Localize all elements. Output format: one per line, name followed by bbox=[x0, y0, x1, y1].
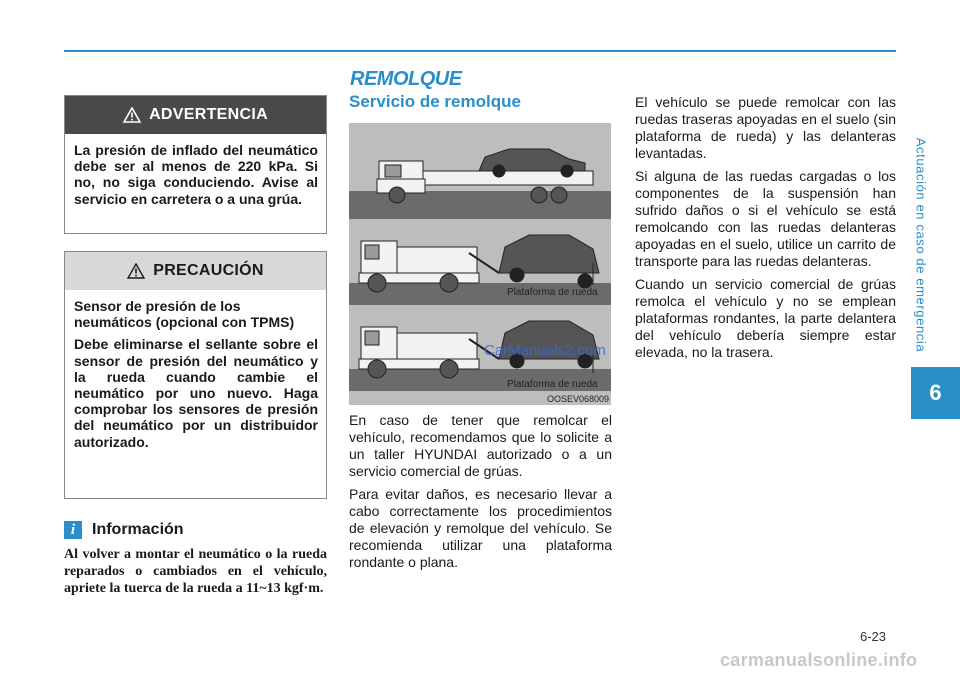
top-rule bbox=[64, 50, 896, 52]
warning-triangle-icon bbox=[123, 107, 141, 123]
footer-watermark: carmanualsonline.info bbox=[720, 650, 918, 670]
warning-text: La presión de inflado del neumático debe ser al menos de 220 kPa. Si no, no siga conduciendo. Avise al servicio en carretera o a una grúa. bbox=[74, 142, 318, 207]
info-title: Información bbox=[92, 521, 184, 538]
chapter-side-title: Actuación en caso de emergencia bbox=[913, 137, 929, 353]
towing-damage-paragraph: Para evitar daños, es necesario llevar a cabo correctamente los procedimientos de elevación y remolque del vehículo. Se recomienda utilizar una plataforma rondante o plana. bbox=[349, 486, 612, 570]
info-icon: i bbox=[64, 521, 82, 539]
subsection-title: Servicio de remolque bbox=[349, 92, 521, 111]
info-text: Al volver a montar el neumático o la rueda reparados o cambiados en el vehículo, apriete la tuerca de la rueda a 11~13 kgf·m. bbox=[64, 547, 327, 596]
wheel-dolly-label-1: Plataforma de rueda bbox=[507, 287, 598, 298]
towing-illustration bbox=[349, 123, 611, 405]
caution-text: Debe eliminarse el sellante sobre el sensor de presión del neumático y la rueda cuando cambie el neumático por uno nuevo. Haga comprobar los sensores de presión del neumático por un distribuidor autorizado. bbox=[74, 336, 318, 450]
warning-box bbox=[64, 95, 327, 234]
column2-text bbox=[349, 412, 612, 577]
page-number: 6-23 bbox=[860, 629, 887, 644]
rear-wheels-paragraph: El vehículo se puede remolcar con las ruedas traseras apoyadas en el suelo (sin plataforma de rueda) y las delanteras levantadas. bbox=[635, 94, 896, 161]
caution-header bbox=[65, 252, 326, 290]
column3-text bbox=[635, 94, 896, 367]
caution-box bbox=[64, 251, 327, 499]
section-title: REMOLQUE bbox=[350, 68, 462, 90]
figure-code: OOSEV068009 bbox=[546, 394, 609, 404]
caution-heading: Sensor de presión de los neumáticos (opcional con TPMS) bbox=[74, 298, 295, 331]
towing-trucks-drawing bbox=[349, 123, 611, 405]
info-header bbox=[64, 521, 184, 539]
warning-header bbox=[65, 96, 326, 134]
commercial-tow-paragraph: Cuando un servicio comercial de grúas remolca el vehículo y no se emplean plataformas rondantes, la parte delantera del vehículo debería siempre estar elevada, no la trasera. bbox=[635, 276, 896, 360]
warning-title: ADVERTENCIA bbox=[149, 106, 268, 123]
damaged-wheels-paragraph: Si alguna de las ruedas cargadas o los componentes de la suspensión han sufrido daños o si el vehículo se está remolcando con las ruedas delanteras apoyadas en el suelo, utilice un carrito de transporte para las ruedas delanteras. bbox=[635, 168, 896, 269]
watermark: CarManuals2.com bbox=[484, 342, 606, 359]
chapter-number-tab: 6 bbox=[911, 367, 960, 419]
caution-title: PRECAUCIÓN bbox=[153, 262, 264, 279]
caution-triangle-icon bbox=[127, 263, 145, 279]
wheel-dolly-label-2: Plataforma de rueda bbox=[507, 379, 598, 390]
towing-intro-paragraph: En caso de tener que remolcar el vehículo, recomendamos que lo solicite a un taller HYUNDAI autorizado o a un servicio comercial de grúas. bbox=[349, 412, 612, 479]
car-towed-2 bbox=[499, 235, 599, 288]
